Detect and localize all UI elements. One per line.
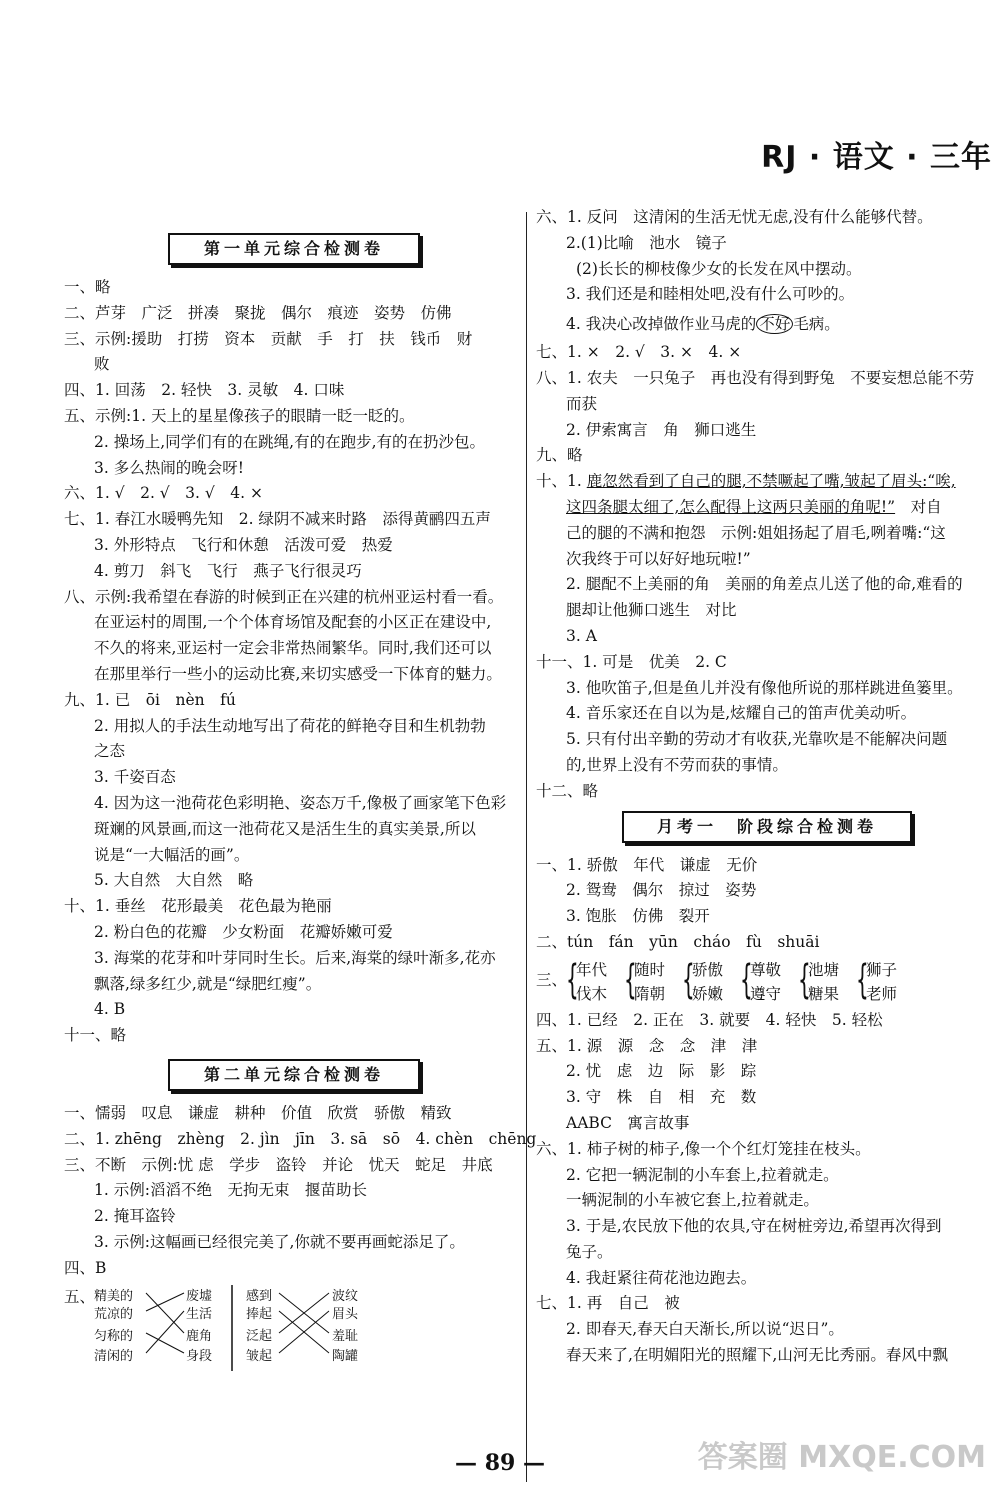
answer-line: 不久的将来,亚运村一定会非常热闹繁华。同时,我们还可以 (94, 639, 492, 658)
answer-line: 在那里举行一些小的运动比赛,来切实感受一下体育的魅力。 (94, 664, 502, 683)
answer-line: 八、1. 农夫 一只兔子 再也没有得到野兔 不要妄想总能不劳 (536, 368, 975, 387)
answer-line: 4. 剪刀 斜飞 飞行 燕子飞行很灵巧 (94, 561, 362, 580)
answer-line: 5. 只有付出辛勤的劳动才有收获,光靠吹是不能解决问题 (566, 730, 948, 749)
answer-line: 六、1. √ 2. √ 3. √ 4. × (64, 484, 263, 503)
answer-line: 2. 即春天,春天白天渐长,所以说“迟日”。 (566, 1320, 844, 1339)
match-item: 捧起 (246, 1307, 273, 1323)
answer-line: 败 (94, 355, 110, 374)
answer-line: 3. 海棠的花芽和叶芽同时生长。后来,海棠的绿叶渐多,花亦 (94, 948, 496, 967)
answer-line: 十一、1. 可是 优美 2. C (536, 652, 727, 671)
answer-line (536, 308, 998, 340)
match-item: 精美的 (94, 1289, 134, 1305)
match-item: 羞耻 (332, 1329, 359, 1345)
brace-word: 骄傲 (692, 960, 724, 979)
underlined-text: 鹿忽然看到了自己的腿,不禁噘起了嘴,皱起了眉头:“唉, (586, 472, 956, 491)
answer-line: 1. 示例:滔滔不绝 无拘无束 揠苗助长 (94, 1181, 367, 1200)
answer-line: 3. 外形特点 飞行和休憩 活泼可爱 热爱 (94, 535, 393, 554)
circled-word: 不好 (756, 314, 793, 334)
answer-line: 七、1. 再 自己 被 (536, 1294, 680, 1313)
brace-exercise (536, 956, 998, 1008)
answer-line: 斑斓的风景画,而这一池荷花又是活生生的真实美景,所以 (94, 819, 476, 838)
answer-line: 2. 掩耳盗铃 (94, 1207, 176, 1226)
match-item: 陶罐 (332, 1349, 359, 1365)
right-part5 (536, 1008, 998, 1369)
answer-line: 3. 示例:这幅画已经很完美了,你就不要再画蛇添足了。 (94, 1232, 465, 1251)
answer-text: 十、1. (536, 472, 587, 491)
left-column (64, 205, 537, 1371)
answer-line: 的,世界上没有不劳而获的事情。 (566, 755, 788, 774)
answer-line: 3. 守 株 自 相 充 数 (566, 1088, 757, 1107)
answer-line: 3. 千姿百态 (94, 768, 176, 787)
brace-icon: { (682, 956, 695, 1003)
answer-line (536, 469, 998, 495)
answer-line: 兔子。 (566, 1242, 613, 1261)
brace-word: 池塘 (808, 960, 840, 979)
answer-line: AABC 寓言故事 (566, 1113, 690, 1132)
brace-word: 娇嫩 (692, 984, 724, 1003)
answer-line: 3. 我们还是和睦相处吧,没有什么可吵的。 (566, 285, 855, 304)
answer-line: 2. 用拟人的手法生动地写出了荷花的鲜艳夺目和生机勃勃 (94, 716, 486, 735)
answer-line: 八、示例:我希望在春游的时候到正在兴建的杭州亚运村看一看。 (64, 587, 504, 606)
answer-line: 2. 操场上,同学们有的在跳绳,有的在跑步,有的在扔沙包。 (94, 432, 485, 451)
answer-line: 3. 于是,农民放下他的农具,守在树桩旁边,希望再次得到 (566, 1217, 942, 1236)
brace-word: 年代 (576, 960, 608, 979)
watermark-logo: 答案圈 MXQE.COM (697, 1440, 986, 1475)
answer-line: 一、略 (64, 278, 111, 296)
answer-line: 2. 腿配不上美丽的角 美丽的角差点儿送了他的命,难看的 (566, 575, 963, 594)
page-header-title: RJ · 语文 · 三年 (761, 140, 992, 175)
answer-line: 3. A (566, 626, 597, 645)
match-label: 五、 (64, 1288, 96, 1307)
answer-line: 之态 (94, 742, 126, 761)
brace-word: 糖果 (808, 984, 840, 1003)
answer-line: 4. 我赶紧往荷花池边跑去。 (566, 1268, 757, 1287)
unit2-title: 第二单元综合检测卷 (168, 1059, 420, 1091)
answer-line: 四、1. 回荡 2. 轻快 3. 灵敏 4. 口味 (64, 381, 345, 400)
monthly-exam-title: 月考一 阶段综合检测卷 (622, 811, 912, 843)
brace-icon: { (856, 956, 869, 1003)
match-item: 鹿角 (186, 1329, 213, 1345)
answer-line: 说是“一大幅活的画”。 (94, 845, 250, 864)
answer-line: 二、tún fán yūn cháo fù shuāi (536, 932, 820, 951)
brace-word: 狮子 (866, 960, 898, 979)
unit1-title: 第一单元综合检测卷 (168, 233, 420, 265)
brace-icon: { (798, 956, 811, 1003)
brace-word: 老师 (866, 984, 898, 1003)
answer-line: 2. 它把一辆泥制的小车套上,拉着就走。 (566, 1165, 839, 1184)
answer-line: 七、1. 春江水暖鸭先知 2. 绿阴不减来时路 添得黄鹂四五声 (64, 510, 491, 529)
match-item: 匀称的 (94, 1329, 134, 1345)
brace-word: 伐木 (576, 984, 608, 1003)
answer-line: 而获 (566, 394, 598, 413)
answer-line: 三、示例:援助 打捞 资本 贡献 手 打 扶 钱币 财 (64, 329, 473, 348)
answer-line: 己的腿的不满和抱怨 示例:姐姐扬起了眉毛,咧着嘴:“这 (566, 523, 946, 542)
match-item: 波纹 (332, 1289, 359, 1305)
answer-line: 六、1. 反问 这清闲的生活无忧无虑,没有什么能够代替。 (536, 208, 933, 226)
answer-line: 九、1. 已 ōi nèn fú (64, 690, 236, 709)
column-divider (526, 212, 527, 1482)
page-number: — 89 — (455, 1450, 545, 1476)
answer-line: 在亚运村的周围,一个个体育场馆及配套的小区正在建设中, (94, 613, 492, 632)
answer-line: 十二、略 (536, 781, 599, 800)
brace-icon: { (566, 956, 579, 1003)
brace-label: 三、 (536, 970, 568, 989)
answer-text: 4. 我决心改掉做作业马虎的 (566, 315, 757, 334)
match-item: 眉头 (332, 1307, 359, 1323)
right-column (536, 205, 998, 1369)
answer-line: 2. 伊索寓言 角 狮口逃生 (566, 420, 757, 439)
match-item: 感到 (246, 1289, 273, 1305)
answer-line: 三、不断 示例:忧 虑 学步 盗铃 并论 忧天 蛇足 井底 (64, 1155, 493, 1174)
answer-line: 2. 忧 虑 边 际 影 踪 (566, 1062, 757, 1081)
answer-line: 十一、略 (64, 1026, 127, 1045)
answer-line: 腿却让他狮口逃生 对比 (566, 601, 737, 620)
answer-line: 二、芦芽 广泛 拼凑 聚拢 偶尔 痕迹 姿势 仿佛 (64, 303, 452, 322)
match-item: 清闲的 (94, 1349, 134, 1365)
answer-line: 2.(1)比喻 池水 镜子 (566, 233, 727, 252)
answer-line: 一、1. 骄傲 年代 谦虚 无价 (536, 855, 758, 874)
match-item: 荒凉的 (94, 1307, 134, 1323)
right-part1 (536, 205, 998, 308)
answer-line: 四、B (64, 1258, 107, 1277)
match-item: 生活 (186, 1307, 213, 1323)
answer-line: 十、1. 垂丝 花形最美 花色最为艳丽 (64, 897, 332, 916)
answer-line: 九、略 (536, 446, 583, 465)
brace-icon: { (624, 956, 637, 1003)
brace-icon: { (740, 956, 753, 1003)
answer-line: 3. 多么热闹的晚会呀! (94, 458, 244, 477)
answer-line: 二、1. zhēng zhèng 2. jìn jīn 3. sā sō 4. chèn chēng (64, 1129, 537, 1148)
answer-line: 4. B (94, 1000, 126, 1019)
answer-line: 五、示例:1. 天上的星星像孩子的眼睛一眨一眨的。 (64, 406, 415, 425)
brace-word: 遵守 (750, 984, 782, 1003)
answer-line: 一、懦弱 叹息 谦虚 耕种 价值 欣赏 骄傲 精致 (64, 1103, 452, 1122)
answer-line: 五、1. 源 源 念 念 津 津 (536, 1036, 758, 1055)
match-item: 皱起 (246, 1349, 273, 1365)
answer-line (536, 495, 998, 521)
answer-line: 4. 音乐家还在自以为是,炫耀自己的笛声优美动听。 (566, 704, 917, 723)
brace-word: 随时 (634, 960, 666, 979)
answer-line: 2. 粉白色的花瓣 少女粉面 花瓣娇嫩可爱 (94, 922, 393, 941)
brace-word: 尊敬 (750, 960, 782, 979)
answer-line: 春天来了,在明媚阳光的照耀下,山河无比秀丽。春风中飘 (566, 1346, 948, 1365)
matching-exercise (64, 1281, 524, 1371)
answer-line: (2)长长的柳枝像少女的长发在风中摆动。 (576, 259, 862, 278)
answer-line: 六、1. 柿子树的柿子,像一个个红灯笼挂在枝头。 (536, 1139, 871, 1158)
match-item: 废墟 (186, 1289, 213, 1305)
unit2-answers (64, 1101, 537, 1282)
answer-text: 对自 (895, 497, 942, 516)
answer-line: 次我终于可以好好地玩啦!” (566, 549, 751, 568)
answer-line: 七、1. × 2. √ 3. × 4. × (536, 343, 742, 362)
right-part2 (536, 340, 998, 469)
answer-text: 毛病。 (793, 315, 840, 334)
answer-line: 4. 因为这一池荷花色彩明艳、姿态万千,像极了画家笔下色彩 (94, 793, 507, 812)
match-item: 泛起 (246, 1329, 273, 1345)
brace-word: 隋朝 (634, 984, 666, 1003)
answer-line: 5. 大自然 大自然 略 (94, 871, 254, 890)
answer-line: 一辆泥制的小车被它套上,拉着就走。 (566, 1191, 819, 1210)
match-item: 身段 (186, 1349, 213, 1365)
answer-line: 3. 饱胀 仿佛 裂开 (566, 907, 710, 926)
answer-line: 2. 鸳鸯 偶尔 掠过 姿势 (566, 881, 757, 900)
right-part4 (536, 853, 998, 956)
answer-line: 四、1. 已经 2. 正在 3. 就要 4. 轻快 5. 轻松 (536, 1010, 883, 1029)
unit1-answers (64, 275, 524, 1049)
right-part3 (536, 521, 998, 805)
underlined-text: 这四条腿太细了,怎么配得上这两只美丽的角呢!” (566, 497, 896, 516)
answer-line: 3. 他吹笛子,但是鱼儿并没有像他所说的那样跳进鱼篓里。 (566, 678, 963, 697)
answer-line: 飘落,绿多红少,就是“绿肥红瘦”。 (94, 974, 322, 993)
